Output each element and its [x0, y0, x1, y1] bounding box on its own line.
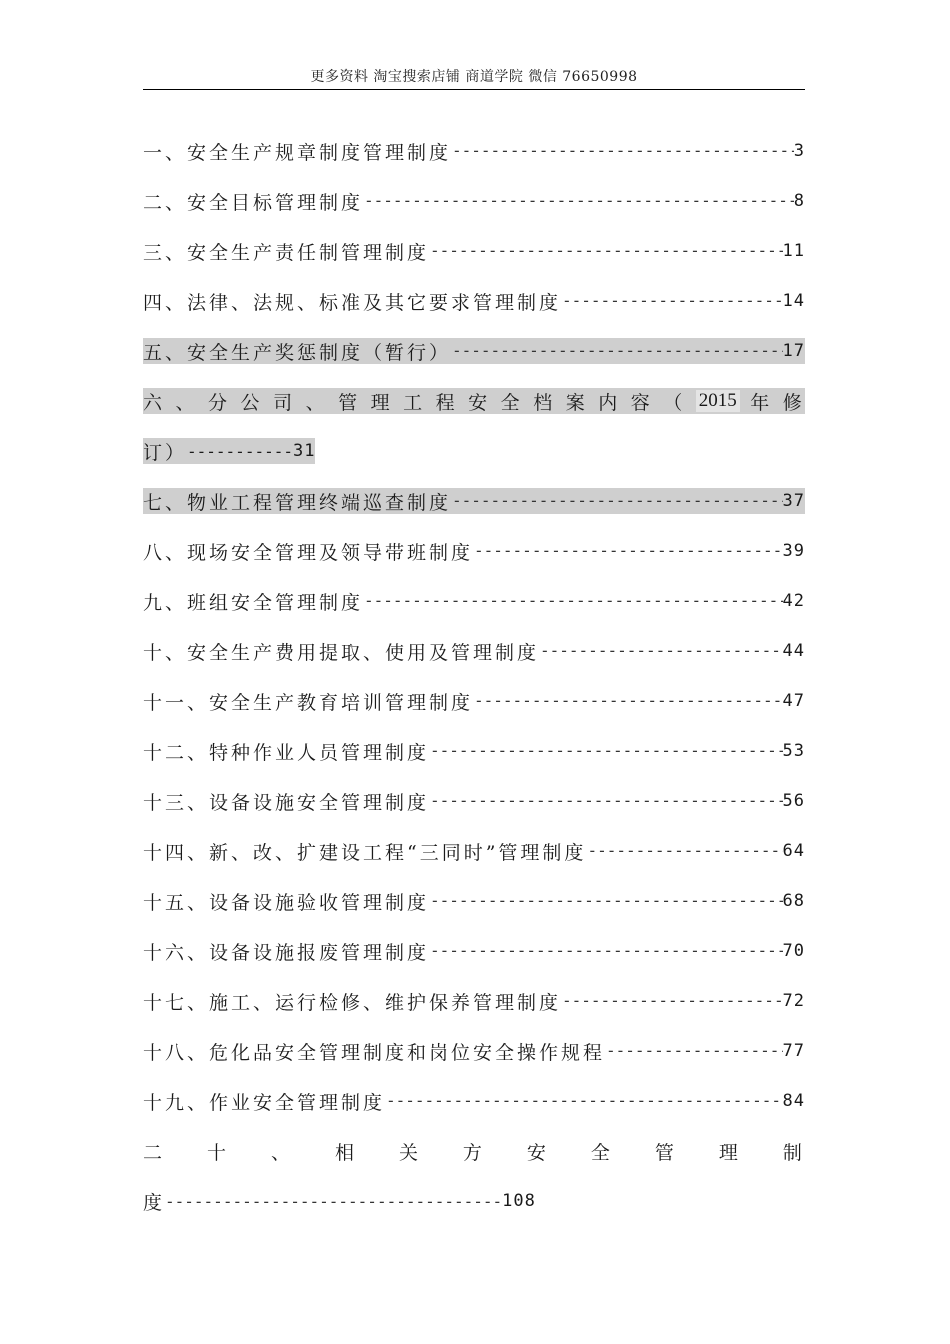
toc-leader [363, 193, 794, 209]
toc-leader [429, 943, 783, 959]
toc-leader: ----------------------------------- [165, 1191, 503, 1211]
toc-page: 17 [782, 341, 805, 361]
toc-char: 相 [334, 1141, 357, 1164]
toc-leader: ----------- [187, 441, 293, 461]
toc-title: 九、班组安全管理制度 [143, 591, 364, 614]
toc-char: 程 [435, 391, 458, 414]
toc-entry-7-highlighted[interactable] [143, 476, 805, 526]
toc-leader [451, 343, 783, 359]
toc-leader [539, 643, 783, 659]
toc-page: 8 [793, 191, 805, 211]
toc-entry-5-highlighted[interactable] [143, 326, 805, 376]
toc-char: 全 [500, 391, 523, 414]
toc-title: 十九、作业安全管理制度 [143, 1091, 386, 1114]
toc-char: 全 [590, 1141, 613, 1164]
toc-char: 容 [630, 391, 653, 414]
toc-leader [385, 1093, 783, 1109]
toc-char: 制 [782, 1141, 805, 1164]
toc-title: 十三、设备设施安全管理制度 [143, 791, 430, 814]
toc-leader [561, 293, 783, 309]
toc-title: 十八、危化品安全管理制度和岗位安全操作规程 [143, 1041, 606, 1064]
toc-leader [429, 743, 783, 759]
toc-page: 3 [793, 141, 805, 161]
toc-entry-4[interactable] [143, 276, 805, 326]
header-text: 更多资料 淘宝搜索店铺 商道学院 微信 76650998 [310, 69, 638, 85]
toc-title: 十四、新、改、扩建设工程“三同时”管理制度 [143, 841, 587, 864]
toc-char: 、 [270, 1141, 293, 1164]
toc-char: 十 [206, 1141, 229, 1164]
toc-title: 二、安全目标管理制度 [143, 191, 364, 214]
toc-year: 2015 [696, 390, 740, 412]
toc-leader [561, 993, 783, 1009]
toc-page: 77 [782, 1041, 805, 1061]
toc-entry-11[interactable] [143, 676, 805, 726]
toc-char: 内 [598, 391, 621, 414]
toc-entry-16[interactable] [143, 926, 805, 976]
toc-char: 理 [718, 1141, 741, 1164]
toc-page: 37 [782, 491, 805, 511]
toc-page: 56 [782, 791, 805, 811]
toc-title: 十六、设备设施报废管理制度 [143, 941, 430, 964]
toc-entry-20-line-1[interactable] [143, 1126, 805, 1176]
toc-char: 工 [403, 391, 426, 414]
page-header [143, 66, 805, 90]
toc-page: 14 [782, 291, 805, 311]
toc-leader [429, 793, 783, 809]
toc-char: 、 [175, 391, 198, 414]
toc-leader [605, 1043, 783, 1059]
toc-page: 70 [782, 941, 805, 961]
toc-page: 84 [782, 1091, 805, 1111]
toc-title: 十五、设备设施验收管理制度 [143, 891, 430, 914]
toc-title: 十、安全生产费用提取、使用及管理制度 [143, 641, 540, 664]
toc-title-continuation: 订） [143, 441, 188, 464]
toc-char: 二 [143, 1141, 166, 1164]
toc-leader [473, 543, 783, 559]
toc-page: 11 [782, 241, 805, 261]
toc-char: 年 [750, 391, 773, 414]
toc-title: 十七、施工、运行检修、维护保养管理制度 [143, 991, 562, 1014]
toc-char: 理 [370, 391, 393, 414]
toc-title: 十二、特种作业人员管理制度 [143, 741, 430, 764]
toc-page: 72 [782, 991, 805, 1011]
toc-leader [451, 493, 783, 509]
toc-title: 十一、安全生产教育培训管理制度 [143, 691, 474, 714]
toc-page: 31 [292, 441, 316, 461]
toc-page: 108 [502, 1191, 536, 1211]
toc-title: 五、安全生产奖惩制度（暂行） [143, 341, 452, 364]
toc-char: 案 [565, 391, 588, 414]
toc-entry-14[interactable] [143, 826, 805, 876]
toc-char: 六 [143, 391, 166, 414]
toc-leader [586, 843, 782, 859]
toc-title: 一、安全生产规章制度管理制度 [143, 141, 452, 164]
toc-leader [429, 893, 783, 909]
toc-char: 、 [305, 391, 328, 414]
toc-title: 八、现场安全管理及领导带班制度 [143, 541, 474, 564]
toc-page: 64 [782, 841, 805, 861]
table-of-contents [143, 126, 805, 1226]
toc-continuation [143, 438, 315, 464]
toc-title: 七、物业工程管理终端巡查制度 [143, 491, 452, 514]
toc-page: 42 [782, 591, 805, 611]
toc-char: （ [663, 391, 686, 414]
toc-char: 分 [208, 391, 231, 414]
toc-char: 公 [240, 391, 263, 414]
toc-entry-1[interactable] [143, 126, 805, 176]
toc-page: 47 [782, 691, 805, 711]
toc-entry-17[interactable] [143, 976, 805, 1026]
toc-entry-18[interactable] [143, 1026, 805, 1076]
toc-entry-15[interactable] [143, 876, 805, 926]
toc-entry-6-line-1[interactable] [143, 388, 805, 414]
toc-char: 安 [468, 391, 491, 414]
toc-entry-10[interactable] [143, 626, 805, 676]
toc-entry-2[interactable] [143, 176, 805, 226]
toc-char: 安 [526, 1141, 549, 1164]
toc-char: 关 [398, 1141, 421, 1164]
toc-leader [363, 593, 783, 609]
toc-leader [473, 693, 783, 709]
toc-entry-19[interactable] [143, 1076, 805, 1126]
toc-page: 53 [782, 741, 805, 761]
toc-entry-3[interactable] [143, 226, 805, 276]
toc-entry-8[interactable] [143, 526, 805, 576]
toc-leader [429, 243, 783, 259]
toc-page: 68 [782, 891, 805, 911]
toc-char: 修 [782, 391, 805, 414]
toc-page: 44 [782, 641, 805, 661]
toc-entry-20-line-2[interactable] [143, 1176, 805, 1226]
toc-char: 档 [533, 391, 556, 414]
toc-title: 三、安全生产责任制管理制度 [143, 241, 430, 264]
toc-char: 方 [462, 1141, 485, 1164]
toc-page: 39 [782, 541, 805, 561]
toc-entry-12[interactable] [143, 726, 805, 776]
toc-char: 司 [273, 391, 296, 414]
toc-entry-6-line-2[interactable] [143, 426, 805, 476]
toc-entry-13[interactable] [143, 776, 805, 826]
toc-entry-9[interactable] [143, 576, 805, 626]
toc-leader [451, 143, 794, 159]
toc-char: 管 [338, 391, 361, 414]
toc-title: 四、法律、法规、标准及其它要求管理制度 [143, 291, 562, 314]
toc-char: 管 [654, 1141, 677, 1164]
toc-title-continuation: 度 [143, 1191, 166, 1214]
